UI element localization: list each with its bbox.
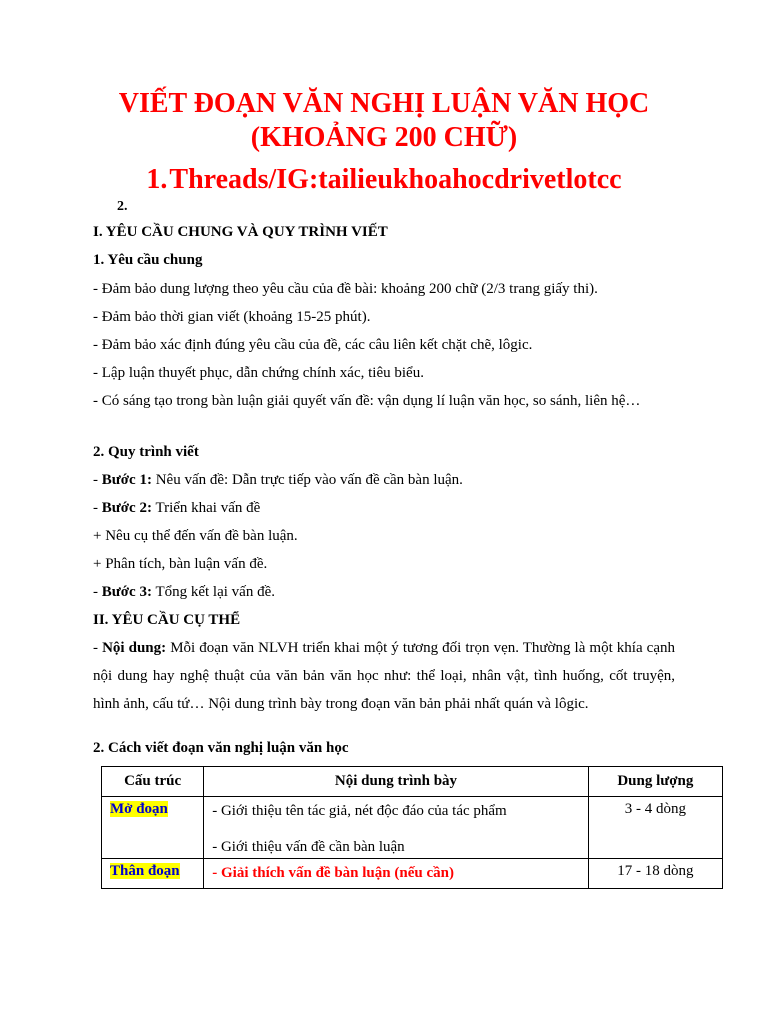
list-number-1: 1.: [146, 164, 168, 195]
section2-sub2-heading: 2. Cách viết đoạn văn nghị luận văn học: [93, 740, 349, 756]
step-label: Bước 2:: [101, 500, 152, 516]
table-header-cell: Nội dung trình bày: [204, 767, 589, 797]
section2-content: - Nội dung: Mỗi đoạn văn NLVH triển khai một ý tương đối trọn vẹn. Thường là một khía cạnh nội dung hay nghệ thuật của văn bản văn học như: thể loại, nhân vật, tình huống, cốt truyện, hình ảnh, cấu tứ… Nội dung trình bày trong đoạn văn bản phải nhất quán và lôgic.: [93, 640, 675, 712]
requirement-item: - Lập luận thuyết phục, dẫn chứng chính xác, tiêu biểu.: [93, 365, 424, 381]
length-cell: 17 - 18 dòng: [588, 859, 722, 889]
content-cell: [204, 797, 589, 859]
step2-item: + Phân tích, bàn luận vấn đề.: [93, 556, 268, 572]
content-line: - Giải thích vấn đề bàn luận (nếu cần): [212, 865, 454, 881]
step-text: Triển khai vấn đề: [151, 500, 261, 516]
step-text: Tổng kết lại vấn đề.: [151, 584, 275, 600]
table-header-cell: Cấu trúc: [102, 767, 204, 797]
watermark-text: Threads/IG:tailieukhoahocdrivetlotcc: [169, 164, 622, 195]
document-title-line2: (KHOẢNG 200 CHỮ): [250, 122, 518, 153]
step-label: Bước 3:: [101, 584, 152, 600]
step-label: Bước 1:: [101, 472, 152, 488]
step-text: Nêu vấn đề: Dẫn trực tiếp vào vấn đề cần bàn luận.: [151, 472, 463, 488]
step-3: - Bước 3: Tổng kết lại vấn đề.: [93, 584, 275, 600]
requirement-item: - Có sáng tạo trong bàn luận giải quyết vấn đề: vận dụng lí luận văn học, so sánh, liên hệ…: [93, 393, 641, 409]
watermark-line: [0, 162, 768, 198]
content-line: - Giới thiệu vấn đề cần bàn luận: [212, 839, 405, 855]
table-row: [102, 797, 723, 859]
structure-label: Mở đoạn: [110, 801, 168, 817]
content-line: - Giới thiệu tên tác giả, nét độc đáo của tác phẩm: [212, 803, 507, 819]
content-label: Nội dung:: [102, 640, 167, 656]
structure-cell: [102, 797, 204, 859]
structure-label: Thân đoạn: [110, 863, 180, 879]
step-2: - Bước 2: Triển khai vấn đề: [93, 500, 261, 516]
table-row: [102, 859, 723, 889]
section1-sub2-heading: 2. Quy trình viết: [93, 444, 199, 460]
content-cell: [204, 859, 589, 889]
table-header-cell: Dung lượng: [588, 767, 722, 797]
table-header-row: [102, 767, 723, 797]
structure-table: [101, 766, 723, 889]
step-1: - Bước 1: Nêu vấn đề: Dẫn trực tiếp vào vấn đề cần bàn luận.: [93, 472, 463, 488]
section1-sub1-heading: 1. Yêu cầu chung: [93, 252, 203, 268]
requirement-item: - Đảm bảo thời gian viết (khoảng 15-25 phút).: [93, 309, 371, 325]
requirement-item: - Đảm bảo dung lượng theo yêu cầu của đề bài: khoảng 200 chữ (2/3 trang giấy thi).: [93, 281, 598, 297]
section2-heading: II. YÊU CẦU CỤ THỂ: [93, 612, 241, 628]
structure-cell: [102, 859, 204, 889]
content-text: Mỗi đoạn văn NLVH triển khai một ý tương đối trọn vẹn. Thường là một khía cạnh nội dung hay nghệ thuật của văn bản văn học như: thể loại, nhân vật, tình huống, cốt truyện, hình ảnh, cấu tứ… Nội dung trình bày trong đoạn văn bản phải nhất quán và lôgic.: [93, 640, 675, 712]
document-title-line1: VIẾT ĐOẠN VĂN NGHỊ LUẬN VĂN HỌC: [118, 88, 650, 119]
requirement-item: - Đảm bảo xác định đúng yêu cầu của đề, các câu liên kết chặt chẽ, lôgic.: [93, 337, 533, 353]
length-cell: 3 - 4 dòng: [588, 797, 722, 859]
section1-heading: I. YÊU CẦU CHUNG VÀ QUY TRÌNH VIẾT: [93, 224, 388, 240]
step2-item: + Nêu cụ thể đến vấn đề bàn luận.: [93, 528, 298, 544]
list-number-2: 2.: [117, 199, 128, 214]
